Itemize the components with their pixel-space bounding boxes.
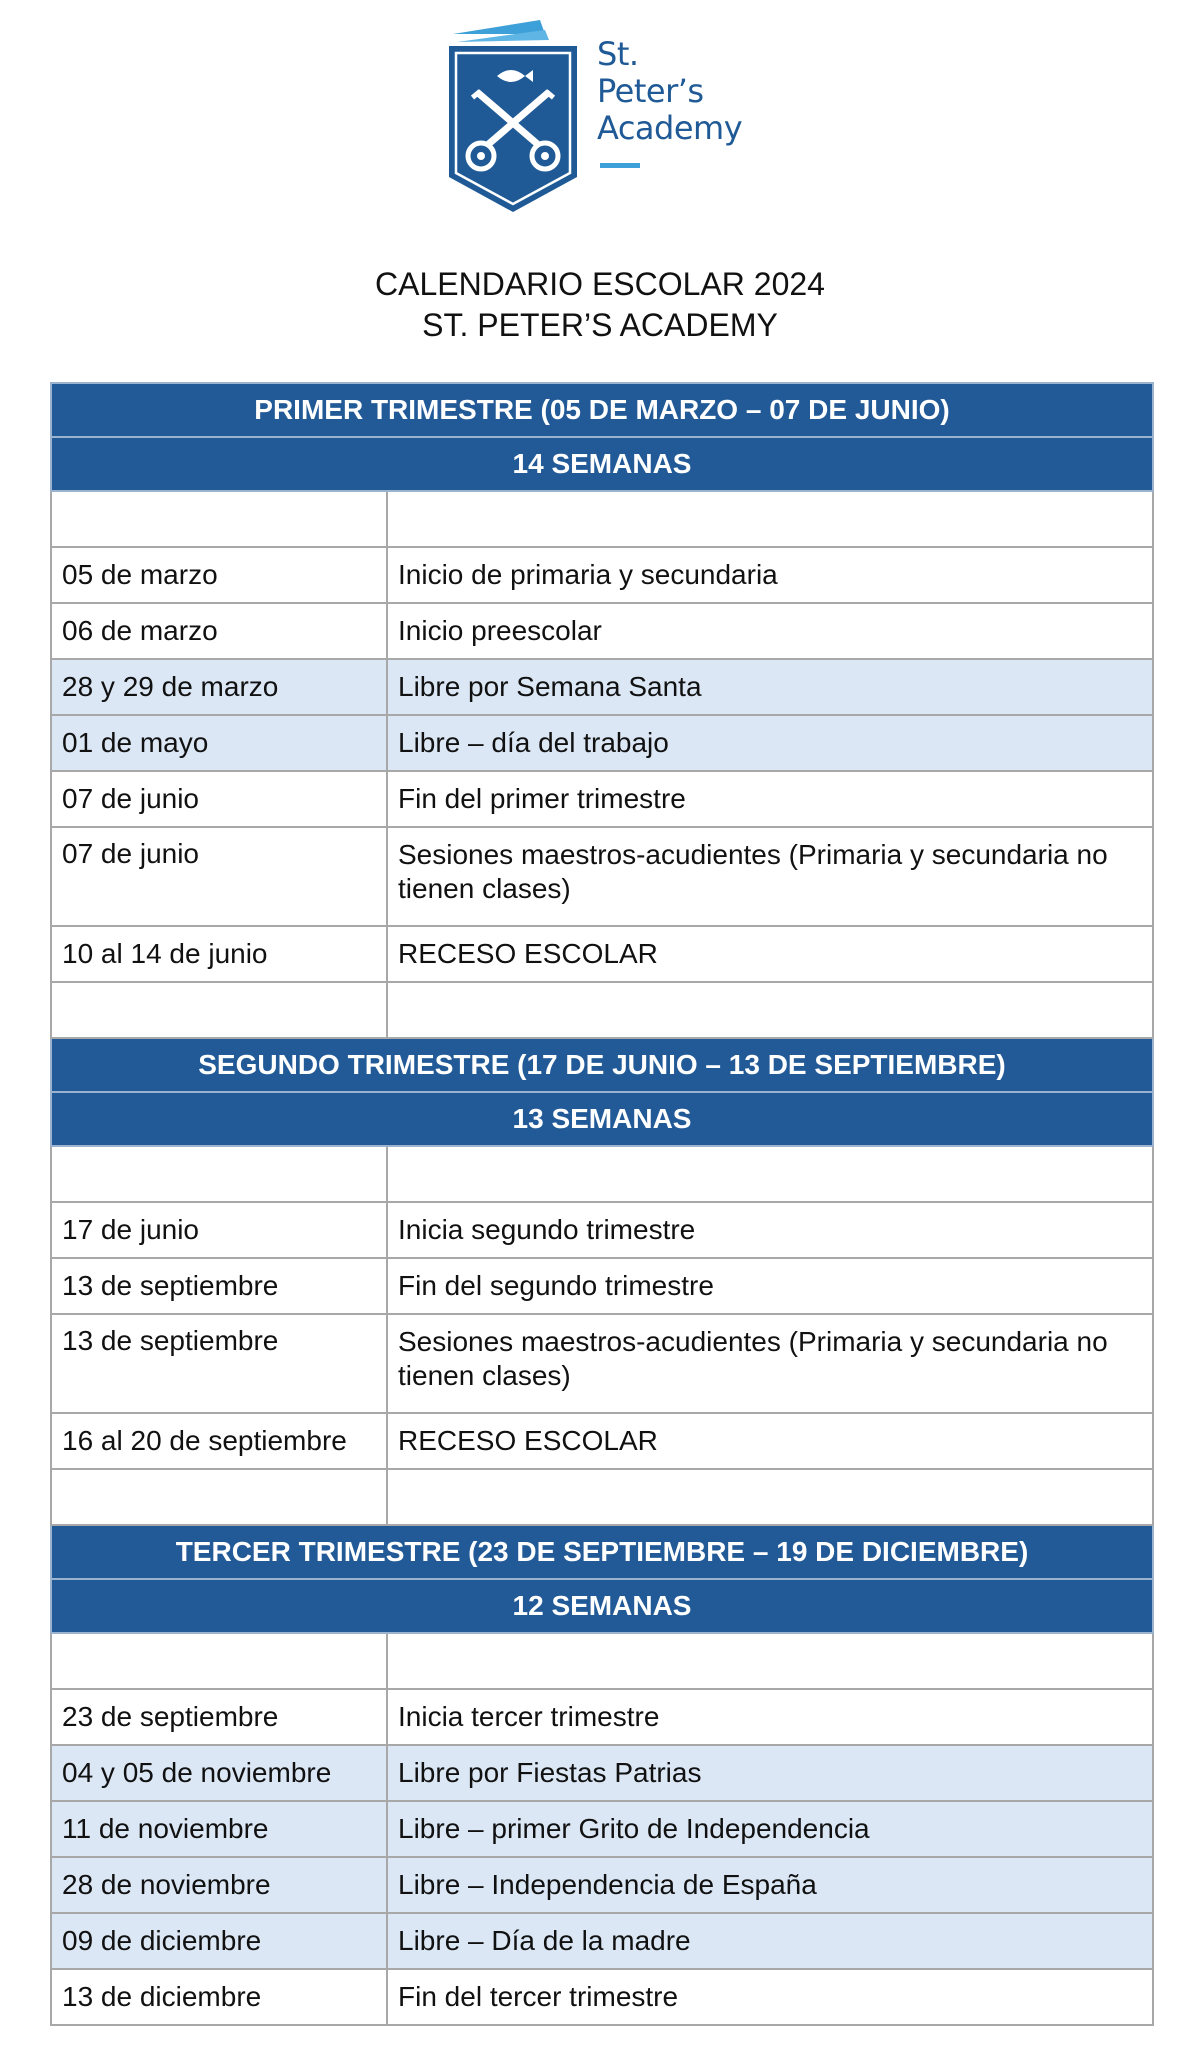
logo-underline (600, 163, 640, 168)
table-row (51, 603, 1153, 659)
table-row (51, 926, 1153, 982)
date-cell: 05 de marzo (51, 547, 387, 603)
table-row (51, 1258, 1153, 1314)
table-row (51, 827, 1153, 926)
table-row (51, 1314, 1153, 1413)
date-cell: 13 de septiembre (51, 1258, 387, 1314)
blank-row (51, 491, 1153, 547)
calendar-table (50, 382, 1154, 2026)
table-row-holiday (51, 659, 1153, 715)
table-row-holiday (51, 1913, 1153, 1969)
event-cell: RECESO ESCOLAR (387, 1413, 1153, 1469)
blank-row (51, 1469, 1153, 1525)
section-weeks-row (51, 437, 1153, 491)
table-row (51, 547, 1153, 603)
date-cell: 06 de marzo (51, 603, 387, 659)
date-cell: 16 al 20 de septiembre (51, 1413, 387, 1469)
date-cell: 23 de septiembre (51, 1689, 387, 1745)
empty-cell (51, 1469, 387, 1525)
event-cell: Libre por Fiestas Patrias (387, 1745, 1153, 1801)
table-row (51, 771, 1153, 827)
date-cell: 17 de junio (51, 1202, 387, 1258)
empty-cell (51, 982, 387, 1038)
date-cell: 28 de noviembre (51, 1857, 387, 1913)
table-row-holiday (51, 1801, 1153, 1857)
event-cell: Fin del primer trimestre (387, 771, 1153, 827)
date-cell: 10 al 14 de junio (51, 926, 387, 982)
section-title: PRIMER TRIMESTRE (05 DE MARZO – 07 DE JUNIO) (51, 383, 1153, 437)
date-cell: 13 de septiembre (51, 1314, 387, 1413)
empty-cell (387, 491, 1153, 547)
event-cell: Libre por Semana Santa (387, 659, 1153, 715)
event-cell: Inicia segundo trimestre (387, 1202, 1153, 1258)
table-row (51, 1413, 1153, 1469)
blank-row (51, 1146, 1153, 1202)
section-title: TERCER TRIMESTRE (23 DE SEPTIEMBRE – 19 DE DICIEMBRE) (51, 1525, 1153, 1579)
section-weeks: 13 SEMANAS (51, 1092, 1153, 1146)
date-cell: 07 de junio (51, 827, 387, 926)
date-cell: 07 de junio (51, 771, 387, 827)
date-cell: 09 de diciembre (51, 1913, 387, 1969)
logo-line: Peter’s (597, 72, 704, 110)
logo-line: Academy (597, 109, 743, 147)
date-cell: 11 de noviembre (51, 1801, 387, 1857)
section-header-row (51, 1525, 1153, 1579)
section-header-row (51, 1038, 1153, 1092)
table-row-holiday (51, 715, 1153, 771)
table-row (51, 1202, 1153, 1258)
table-row (51, 1969, 1153, 2025)
date-cell: 28 y 29 de marzo (51, 659, 387, 715)
section-title: SEGUNDO TRIMESTRE (17 DE JUNIO – 13 DE SEPTIEMBRE) (51, 1038, 1153, 1092)
section-weeks: 14 SEMANAS (51, 437, 1153, 491)
blank-row (51, 1633, 1153, 1689)
event-cell: Libre – Día de la madre (387, 1913, 1153, 1969)
section-weeks-row (51, 1092, 1153, 1146)
academy-logo (445, 12, 765, 217)
logo-wordmark (597, 36, 742, 147)
section-weeks: 12 SEMANAS (51, 1579, 1153, 1633)
logo-line: St. (597, 35, 639, 73)
table-row-holiday (51, 1857, 1153, 1913)
table-row-holiday (51, 1745, 1153, 1801)
event-cell: Fin del segundo trimestre (387, 1258, 1153, 1314)
event-cell: Inicio preescolar (387, 603, 1153, 659)
empty-cell (51, 1633, 387, 1689)
event-cell: Inicio de primaria y secundaria (387, 547, 1153, 603)
document-title: CALENDARIO ESCOLAR 2024 (375, 266, 825, 302)
blank-row (51, 982, 1153, 1038)
event-cell: Libre – primer Grito de Independencia (387, 1801, 1153, 1857)
date-cell: 04 y 05 de noviembre (51, 1745, 387, 1801)
crossed-keys-shield-icon (445, 12, 585, 217)
event-cell: Libre – Independencia de España (387, 1857, 1153, 1913)
event-cell: Sesiones maestros-acudientes (Primaria y secundaria no tienen clases) (387, 827, 1153, 926)
event-cell: Libre – día del trabajo (387, 715, 1153, 771)
event-cell: Inicia tercer trimestre (387, 1689, 1153, 1745)
empty-cell (387, 982, 1153, 1038)
event-cell: Fin del tercer trimestre (387, 1969, 1153, 2025)
date-cell: 01 de mayo (51, 715, 387, 771)
date-cell: 13 de diciembre (51, 1969, 387, 2025)
empty-cell (387, 1146, 1153, 1202)
table-row (51, 1689, 1153, 1745)
empty-cell (387, 1633, 1153, 1689)
empty-cell (387, 1469, 1153, 1525)
empty-cell (51, 1146, 387, 1202)
empty-cell (51, 491, 387, 547)
section-header-row (51, 383, 1153, 437)
event-cell: Sesiones maestros-acudientes (Primaria y secundaria no tienen clases) (387, 1314, 1153, 1413)
section-weeks-row (51, 1579, 1153, 1633)
document-subtitle: ST. PETER’S ACADEMY (422, 307, 778, 343)
event-cell: RECESO ESCOLAR (387, 926, 1153, 982)
